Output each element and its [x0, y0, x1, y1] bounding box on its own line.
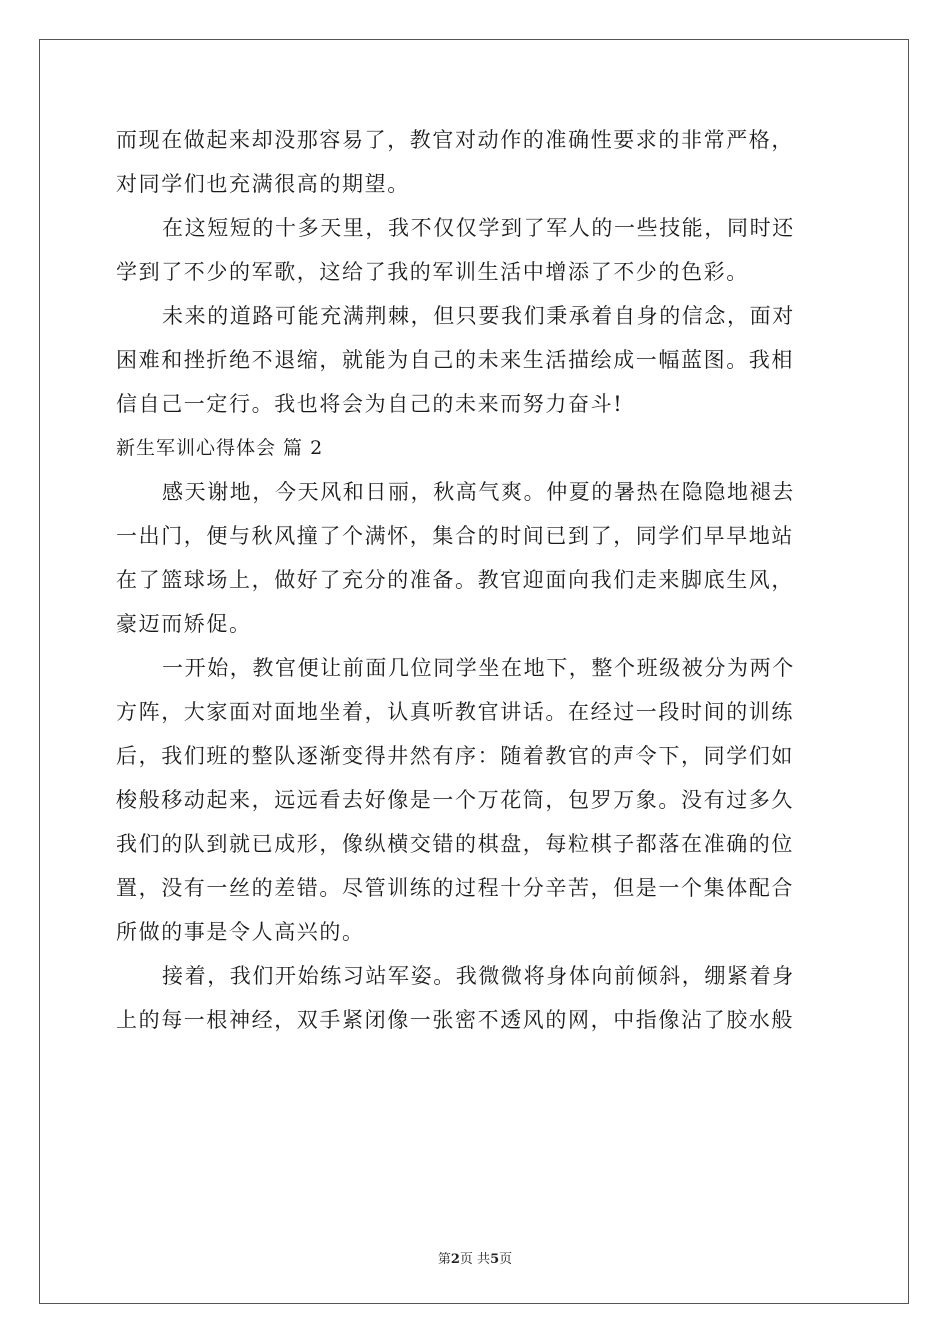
- paragraphs-after: [116, 470, 834, 1042]
- paragraph-line: 所做的事是令人高兴的。: [116, 920, 365, 944]
- paragraph-line: 我们的队到就已成形，像纵横交错的棋盘，每粒棋子都落在准确的位: [116, 832, 794, 856]
- footer-total-pages: 5: [490, 1252, 500, 1267]
- paragraph-line: 后，我们班的整队逐渐变得井然有序：随着教官的声令下，同学们如: [116, 744, 794, 768]
- paragraph: [116, 470, 834, 646]
- paragraph-line: 未来的道路可能充满荆棘，但只要我们秉承着自身的信念，面对: [162, 304, 795, 328]
- footer-page-number: 2: [450, 1252, 460, 1267]
- paragraph: [116, 646, 834, 954]
- paragraph-line: 方阵，大家面对面地坐着，认真听教官讲话。在经过一段时间的训练: [116, 700, 794, 724]
- paragraph: [116, 206, 834, 294]
- paragraph-line: 对同学们也充满很高的期望。: [116, 172, 410, 196]
- page-footer: [0, 1248, 950, 1267]
- paragraph-line: 信自己一定行。我也将会为自己的未来而努力奋斗!: [116, 392, 624, 416]
- footer-suffix: 页: [499, 1252, 513, 1267]
- paragraph-line: 接着，我们开始练习站军姿。我微微将身体向前倾斜，绷紧着身: [162, 964, 795, 988]
- paragraph-line: 梭般移动起来，远远看去好像是一个万花筒，包罗万象。没有过多久: [116, 788, 794, 812]
- paragraph: [116, 954, 834, 1042]
- paragraph-line: 困难和挫折绝不退缩，就能为自己的未来生活描绘成一幅蓝图。我相: [116, 348, 794, 372]
- paragraph-line: 上的每一根神经，双手紧闭像一张密不透风的网，中指像沾了胶水般: [116, 1008, 794, 1032]
- footer-mid: 页 共: [459, 1252, 491, 1267]
- paragraph-line: 在这短短的十多天里，我不仅仅学到了军人的一些技能，同时还: [162, 216, 795, 240]
- paragraph-line: 豪迈而矫促。: [116, 612, 252, 636]
- paragraph: [116, 294, 834, 426]
- section-heading: 新生军训心得体会 篇 2: [116, 437, 324, 459]
- footer-prefix: 第: [437, 1252, 451, 1267]
- paragraph-line: 一出门，便与秋风撞了个满怀，集合的时间已到了，同学们早早地站: [116, 524, 794, 548]
- paragraph-line: 学到了不少的军歌，这给了我的军训生活中增添了不少的色彩。: [116, 260, 749, 284]
- paragraphs-before: [116, 118, 834, 426]
- document-body: [116, 118, 834, 1042]
- paragraph: [116, 118, 834, 206]
- paragraph-line: 感天谢地，今天风和日丽，秋高气爽。仲夏的暑热在隐隐地褪去: [162, 480, 795, 504]
- paragraph-line: 在了篮球场上，做好了充分的准备。教官迎面向我们走来脚底生风，: [116, 568, 794, 592]
- paragraph-line: 而现在做起来却没那容易了，教官对动作的准确性要求的非常严格，: [116, 128, 794, 152]
- paragraph-line: 一开始，教官便让前面几位同学坐在地下，整个班级被分为两个: [162, 656, 795, 680]
- paragraph-line: 置，没有一丝的差错。尽管训练的过程十分辛苦，但是一个集体配合: [116, 876, 794, 900]
